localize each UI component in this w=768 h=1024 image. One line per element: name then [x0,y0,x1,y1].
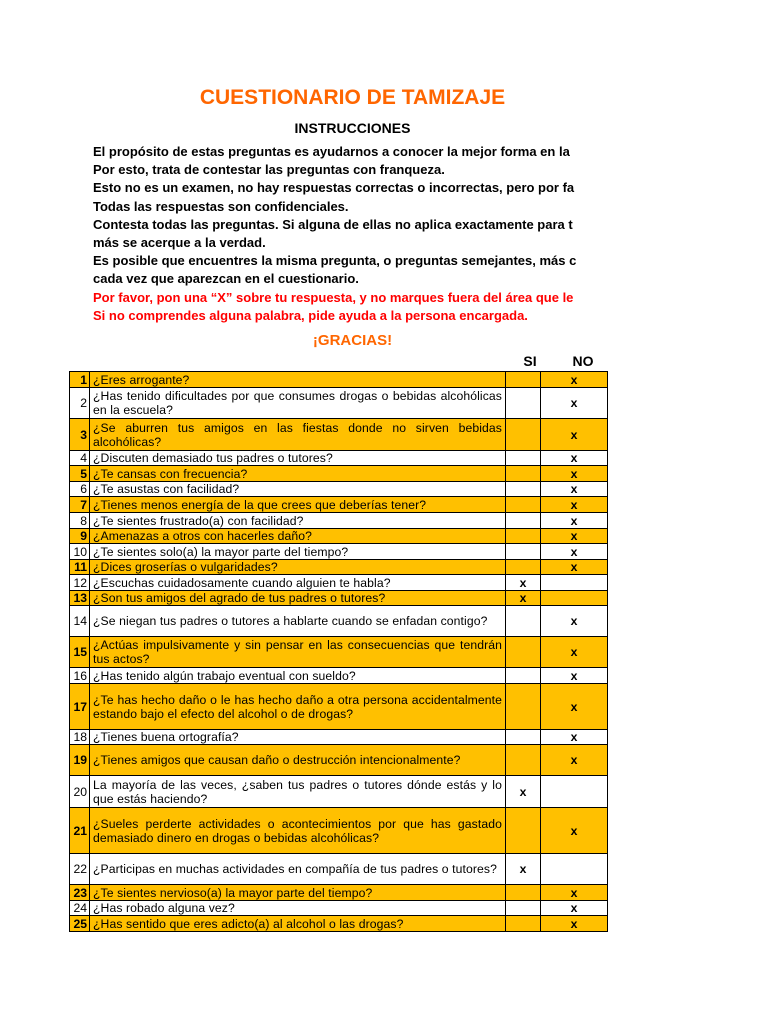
instruction-line: más se acerque a la verdad. [93,235,266,251]
answer-no-cell[interactable]: x [541,482,608,497]
question-text: ¿Te asustas con facilidad? [90,482,506,497]
answer-si-cell[interactable] [506,745,541,776]
answer-si-cell[interactable] [506,388,541,419]
question-row [70,745,608,776]
question-number: 15 [70,637,90,668]
question-text: ¿Tienes amigos que causan daño o destrucción intencionalmente? [90,745,506,776]
answer-si-cell[interactable] [506,529,541,544]
answer-si-cell[interactable] [506,916,541,932]
question-row [70,606,608,637]
instructions-text [93,143,617,325]
answer-si-cell[interactable]: x [506,776,541,808]
column-header-no: NO [572,353,594,369]
question-number: 12 [70,575,90,591]
answer-no-cell[interactable] [541,776,608,808]
instruction-line: cada vez que aparezcan en el cuestionario. [93,271,359,287]
instruction-warning-line: Si no comprendes alguna palabra, pide ayuda a la persona encargada. [93,307,528,323]
question-row [70,451,608,466]
question-text: ¿Te sientes solo(a) la mayor parte del tiempo? [90,544,506,560]
answer-si-cell[interactable] [506,730,541,745]
answer-si-cell[interactable] [506,560,541,575]
question-text: ¿Tienes menos energía de la que crees que deberías tener? [90,497,506,513]
answer-si-cell[interactable] [506,451,541,466]
answer-no-cell[interactable]: x [541,668,608,684]
question-number: 4 [70,451,90,466]
answer-no-cell[interactable]: x [541,388,608,419]
question-number: 21 [70,808,90,854]
question-text: ¿Actúas impulsivamente y sin pensar en las consecuencias que tendrán tus actos? [90,637,506,668]
question-number: 25 [70,916,90,932]
question-number: 2 [70,388,90,419]
question-text: ¿Escuchas cuidadosamente cuando alguien te habla? [90,575,506,591]
question-text: ¿Has robado alguna vez? [90,901,506,916]
answer-si-cell[interactable] [506,372,541,388]
answer-si-cell[interactable] [506,419,541,451]
thanks-heading: ¡GRACIAS! [312,332,393,349]
answer-si-cell[interactable]: x [506,854,541,885]
question-row [70,591,608,606]
answer-si-cell[interactable]: x [506,591,541,606]
page-title: CUESTIONARIO DE TAMIZAJE [199,86,506,109]
question-row [70,482,608,497]
answer-no-cell[interactable]: x [541,808,608,854]
instruction-line: El propósito de estas preguntas es ayudarnos a conocer la mejor forma en la [93,144,570,159]
answer-si-cell[interactable] [506,885,541,901]
answer-no-cell[interactable]: x [541,684,608,730]
question-row [70,560,608,575]
question-text: ¿Te sientes nervioso(a) la mayor parte del tiempo? [90,885,506,901]
answer-no-cell[interactable] [541,575,608,591]
question-number: 20 [70,776,90,808]
question-row [70,419,608,451]
instruction-warning-line: Por favor, pon una “X” sobre tu respuesta, y no marques fuera del área que le [93,289,574,305]
question-row [70,730,608,745]
answer-no-cell[interactable]: x [541,513,608,529]
answer-no-cell[interactable]: x [541,544,608,560]
question-row [70,668,608,684]
question-text: ¿Has tenido algún trabajo eventual con sueldo? [90,668,506,684]
answer-si-cell[interactable] [506,513,541,529]
answer-no-cell[interactable]: x [541,466,608,482]
question-text: La mayoría de las veces, ¿saben tus padres o tutores dónde estás y lo que estás haciendo? [90,776,506,808]
question-number: 23 [70,885,90,901]
answer-no-cell[interactable] [541,591,608,606]
answer-si-cell[interactable] [506,637,541,668]
question-row [70,372,608,388]
answer-no-cell[interactable]: x [541,885,608,901]
question-text: ¿Has tenido dificultades por que consumes drogas o bebidas alcohólicas en la escuela? [90,388,506,419]
answer-si-cell[interactable] [506,606,541,637]
question-text: ¿Dices groserías o vulgaridades? [90,560,506,575]
question-row [70,513,608,529]
question-text: ¿Eres arrogante? [90,372,506,388]
question-number: 22 [70,854,90,885]
question-row [70,575,608,591]
column-header-si: SI [523,353,537,369]
question-row [70,529,608,544]
instruction-line: Esto no es un examen, no hay respuestas correctas o incorrectas, pero por fa [93,180,575,196]
answer-si-cell[interactable] [506,482,541,497]
answer-si-cell[interactable] [506,544,541,560]
answer-no-cell[interactable]: x [541,916,608,932]
answer-no-cell[interactable]: x [541,745,608,776]
question-number: 14 [70,606,90,637]
answer-no-cell[interactable]: x [541,730,608,745]
question-row [70,637,608,668]
answer-no-cell[interactable]: x [541,901,608,916]
question-row [70,854,608,885]
answer-si-cell[interactable] [506,808,541,854]
answer-si-cell[interactable] [506,901,541,916]
question-number: 16 [70,668,90,684]
question-row [70,544,608,560]
instruction-line: Contesta todas las preguntas. Si alguna de ellas no aplica exactamente para t [93,216,573,232]
question-row [70,497,608,513]
question-number: 1 [70,372,90,388]
question-text: ¿Te has hecho daño o le has hecho daño a otra persona accidentalmente estando bajo el efecto del alcohol o de drogas? [90,684,506,730]
question-text: ¿Se aburren tus amigos en las fiestas donde no sirven bebidas alcohólicas? [90,419,506,451]
question-row [70,916,608,932]
instruction-line: Es posible que encuentres la misma pregunta, o preguntas semejantes, más c [93,253,577,269]
instruction-line: Todas las respuestas son confidenciales. [93,198,349,214]
answer-si-cell[interactable]: x [506,575,541,591]
question-text: ¿Participas en muchas actividades en compañía de tus padres o tutores? [90,854,506,885]
question-number: 24 [70,901,90,916]
answer-no-cell[interactable] [541,854,608,885]
answer-no-cell[interactable]: x [541,372,608,388]
question-number: 8 [70,513,90,529]
answer-no-cell[interactable]: x [541,451,608,466]
answer-si-cell[interactable] [506,497,541,513]
question-number: 5 [70,466,90,482]
question-text: ¿Amenazas a otros con hacerles daño? [90,529,506,544]
instruction-line: Por esto, trata de contestar las preguntas con franqueza. [93,162,445,178]
answer-no-cell[interactable]: x [541,419,608,451]
question-text: ¿Te sientes frustrado(a) con facilidad? [90,513,506,529]
answer-no-cell[interactable]: x [541,637,608,668]
question-number: 10 [70,544,90,560]
answer-si-cell[interactable] [506,466,541,482]
instructions-heading: INSTRUCCIONES [294,120,411,136]
question-number: 9 [70,529,90,544]
question-number: 19 [70,745,90,776]
question-text: ¿Has sentido que eres adicto(a) al alcohol o las drogas? [90,916,506,932]
question-number: 13 [70,591,90,606]
question-row [70,808,608,854]
question-number: 11 [70,560,90,575]
question-number: 7 [70,497,90,513]
answer-si-cell[interactable] [506,684,541,730]
question-row [70,776,608,808]
question-number: 18 [70,730,90,745]
question-text: ¿Se niegan tus padres o tutores a hablarte cuando se enfadan contigo? [90,606,506,637]
question-row [70,885,608,901]
answer-no-cell[interactable]: x [541,606,608,637]
question-row [70,466,608,482]
question-row [70,901,608,916]
answer-no-cell[interactable]: x [541,560,608,575]
question-number: 3 [70,419,90,451]
answer-no-cell[interactable]: x [541,497,608,513]
question-text: ¿Te cansas con frecuencia? [90,466,506,482]
question-row [70,388,608,419]
answer-no-cell[interactable]: x [541,529,608,544]
question-text: ¿Discuten demasiado tus padres o tutores? [90,451,506,466]
question-text: ¿Son tus amigos del agrado de tus padres o tutores? [90,591,506,606]
question-number: 6 [70,482,90,497]
question-text: ¿Tienes buena ortografía? [90,730,506,745]
question-row [70,684,608,730]
answer-si-cell[interactable] [506,668,541,684]
question-text: ¿Sueles perderte actividades o acontecimientos por que has gastado demasiado dinero en drogas o bebidas alcohólicas? [90,808,506,854]
questionnaire-table [69,371,608,932]
question-number: 17 [70,684,90,730]
